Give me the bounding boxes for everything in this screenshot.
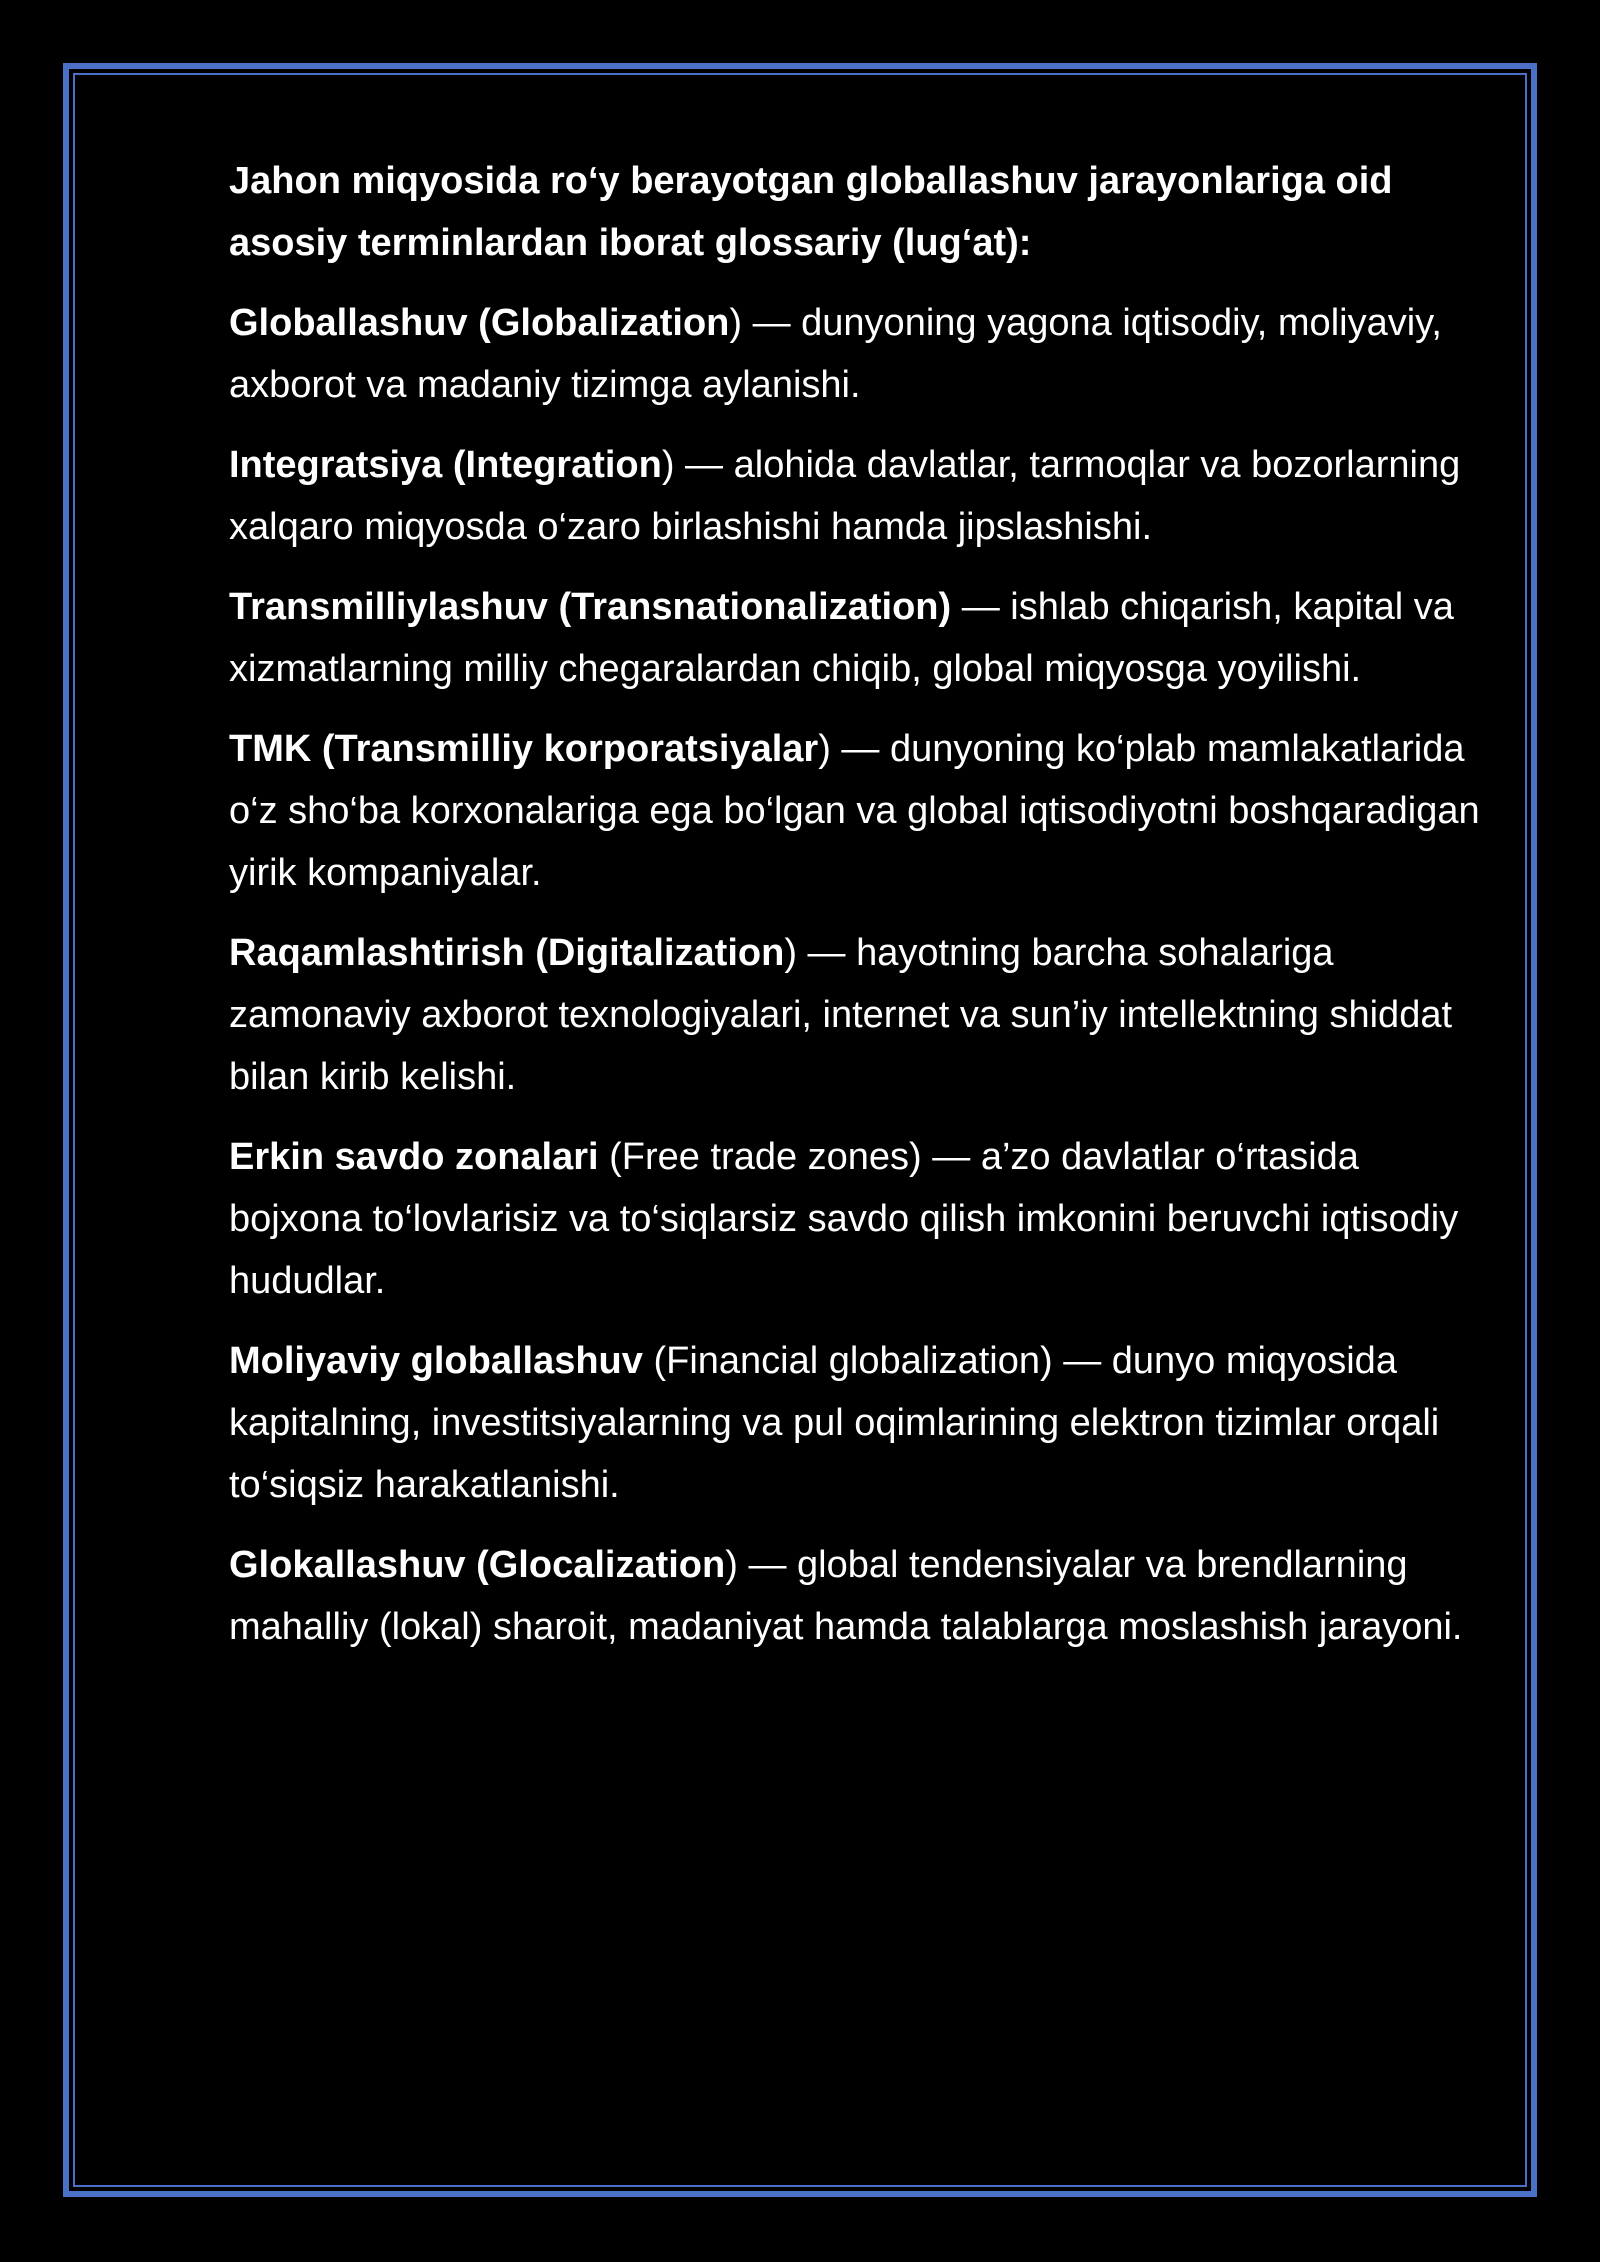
glossary-entry-transmilliylashuv [229,576,1489,700]
glossary-term: Transmilliylashuv (Transnationalization) [229,586,952,628]
glossary-entry-integratsiya [229,434,1489,558]
glossary-definition: ) — hayotning barcha sohalariga zamonaviy axborot texnologiyalari, internet va sun’iy intellektning shiddat bilan kirib kelishi. [229,932,1453,1098]
glossary-content [229,150,1489,1676]
glossary-entry-globallashuv [229,292,1489,416]
glossary-term: Raqamlashtirish (Digitalization [229,932,785,974]
glossary-term: Globallashuv (Globalization [229,302,730,344]
glossary-definition: ) — dunyoning ko‘plab mamlakatlarida o‘z sho‘ba korxonalariga ega bo‘lgan va global iqtisodiyotni boshqaradigan yirik kompaniyalar. [229,728,1480,894]
glossary-term: Glokallashuv (Glocalization [229,1544,726,1586]
glossary-definition: (Financial globalization) — dunyo miqyosida kapitalning, investitsiyalarning va pul oqimlarining elektron tizimlar orqali to‘siqsiz harakatlanishi. [229,1340,1440,1506]
glossary-entry-erkin-savdo-zonalari [229,1126,1489,1312]
glossary-entry-glokallashuv [229,1534,1489,1658]
glossary-entry-moliyaviy-globallashuv [229,1330,1489,1516]
glossary-definition: — ishlab chiqarish, kapital va xizmatlarning milliy chegaralardan chiqib, global miqyosga yoyilishi. [229,586,1454,690]
glossary-heading: Jahon miqyosida ro‘y berayotgan globallashuv jarayonlariga oid asosiy terminlardan iborat glossariy (lug‘at): [229,160,1414,264]
glossary-definition: ) — global tendensiyalar va brendlarning mahalliy (lokal) sharoit, madaniyat hamda talablarga moslashish jarayoni. [229,1544,1463,1648]
glossary-term: Moliyaviy globallashuv [229,1340,643,1382]
glossary-definition: ) — alohida davlatlar, tarmoqlar va bozorlarning xalqaro miqyosda o‘zaro birlashishi hamda jipslashishi. [229,444,1461,548]
glossary-definition: (Free trade zones) — a’zo davlatlar o‘rtasida bojxona to‘lovlarisiz va to‘siqlarsiz savdo qilish imkonini beruvchi iqtisodiy hududlar. [229,1136,1459,1302]
glossary-term: TMK (Transmilliy korporatsiyalar [229,728,819,770]
glossary-entry-raqamlashtirish [229,922,1489,1108]
glossary-definition: ) — dunyoning yagona iqtisodiy, moliyaviy, axborot va madaniy tizimga aylanishi. [229,302,1442,406]
glossary-term: Integratsiya (Integration [229,444,662,486]
glossary-term: Erkin savdo zonalari [229,1136,599,1178]
glossary-entry-tmk [229,718,1489,904]
